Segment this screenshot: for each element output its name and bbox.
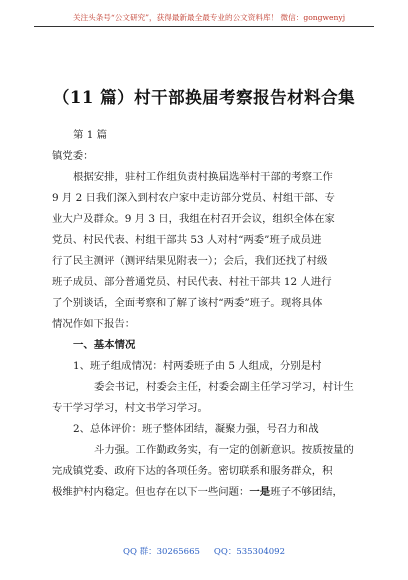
header-divider	[34, 26, 374, 27]
paragraph-line: 了个别谈话，全面考察和了解了该村“两委”班子。现将具体	[52, 297, 323, 309]
item-line: 斗力强。工作勤政务实，有一定的创新意识。按质按量的	[94, 444, 354, 456]
item-line-with-emphasis	[52, 482, 368, 503]
document-title: （11 篇）村干部换届考察报告材料合集	[52, 88, 356, 107]
section-heading: 一、基本情况	[73, 339, 136, 351]
item-line: 完成镇党委、政府下达的各项任务。密切联系和服务群众，积	[52, 465, 333, 477]
item-line-tail: 班子不够团结，	[270, 486, 343, 498]
qq-group-number: QQ 群：30265665	[122, 547, 200, 557]
document-body	[52, 125, 368, 503]
item-line: 2、总体评价：班子整体团结，凝聚力强，号召力和战	[73, 423, 319, 435]
item-line: 专干学习学习，村文书学习学习。	[52, 402, 208, 414]
paragraph-line: 行了民主测评（测评结果见附表一）；会后，我们还找了村级	[52, 255, 328, 267]
item-line: 委会书记，村委会主任，村委会副主任学习学习，村计生	[94, 381, 354, 393]
item-line-text: 极维护村内稳定。但也存在以下一些问题：	[52, 486, 250, 498]
paragraph-line: 班子成员、部分普通党员、村民代表、村社干部共 12 人进行	[52, 276, 332, 288]
qq-number: QQ：535304092	[213, 547, 285, 557]
salutation: 镇党委：	[52, 150, 94, 162]
header-promo-note: 关注头条号“公文研究”，获得最新最全最专业的公文资料库！ 微信：gongwenyj	[72, 13, 346, 22]
footer-contact	[0, 545, 408, 557]
paragraph-line: 业大户及群众。9 月 3 日，我组在村召开会议，组织全体在家	[52, 213, 335, 225]
item-line: 1、班子组成情况：村两委班子由 5 人组成，分别是村	[73, 360, 322, 372]
paragraph-line: 根据安排，驻村工作组负责村换届选举村干部的考察工作	[73, 171, 333, 183]
paragraph-line: 情况作如下报告：	[52, 318, 136, 330]
paragraph-line: 党员、村民代表、村组干部共 53 人对村“两委”班子成员进	[52, 234, 322, 246]
paragraph-line: 9 月 2 日我们深入到村农户家中走访部分党员、村组干部、专	[52, 192, 335, 204]
section-label: 第 1 篇	[73, 129, 107, 141]
emphasis-marker: 一是	[249, 486, 271, 498]
